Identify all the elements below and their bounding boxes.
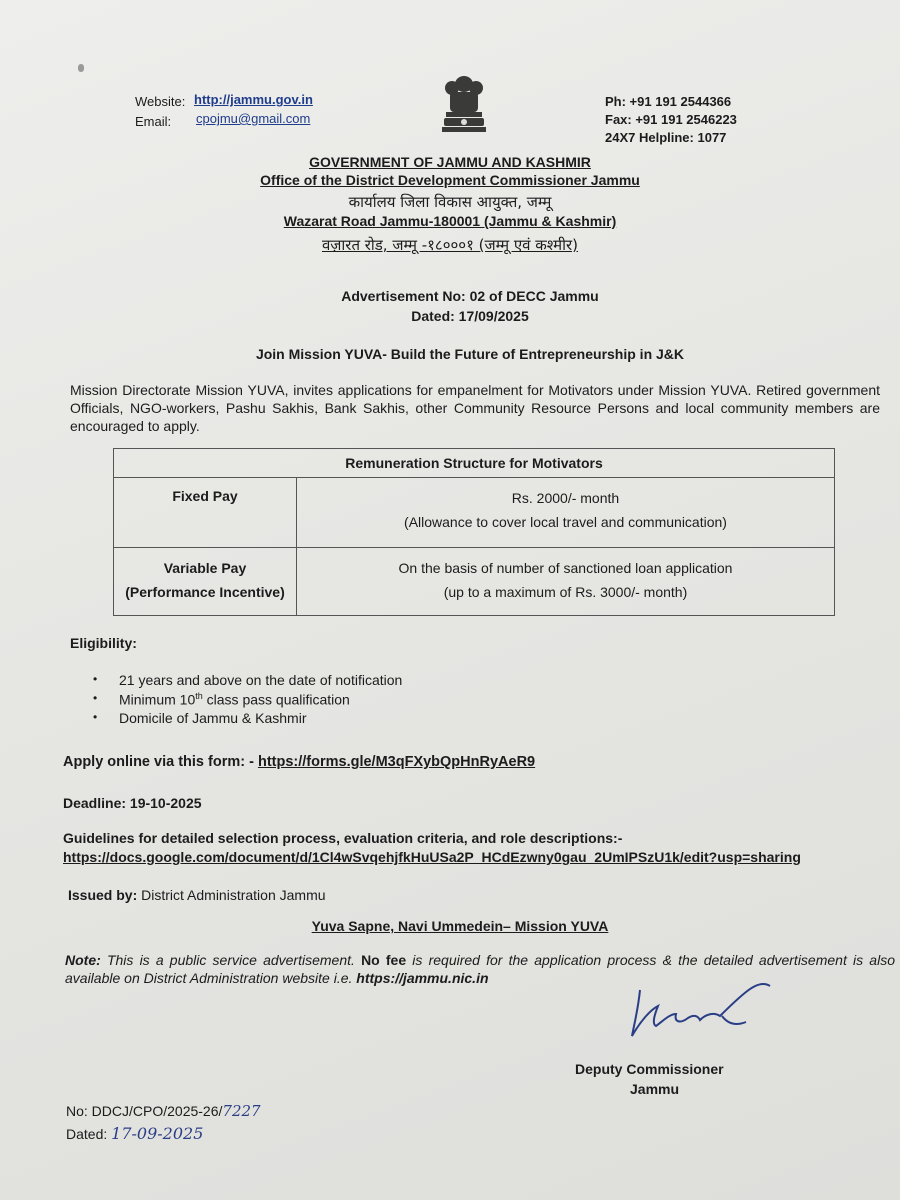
advertisement-number: Advertisement No: 02 of DECC Jammu	[341, 288, 599, 304]
office-heading-hindi: कार्यालय जिला विकास आयुक्त, जम्मू	[348, 193, 552, 211]
deadline: Deadline: 19-10-2025	[63, 795, 202, 811]
table-cell-label	[114, 478, 297, 548]
note-paragraph: Note: This is a public service advertisement. No fee is required for the application process & the detailed advertisement is also available on District Administration website i.e. https://jammu.nic.in	[65, 952, 895, 986]
guidelines-label: Guidelines for detailed selection process, evaluation criteria, and role descriptions:-	[63, 830, 623, 846]
eligibility-list	[93, 672, 402, 729]
website-link[interactable]: http://jammu.gov.in	[194, 92, 313, 107]
apply-line	[63, 754, 535, 770]
signatory-title: Deputy Commissioner	[575, 1061, 724, 1077]
email-label: Email:	[135, 114, 172, 129]
advertisement-title: Join Mission YUVA- Build the Future of Entrepreneurship in J&K	[255, 346, 685, 362]
fax-number: Fax: +91 191 2546223	[605, 112, 737, 127]
list-item: • Domicile of Jammu & Kashmir	[93, 710, 402, 729]
variable-pay-label: Variable Pay	[163, 560, 247, 576]
fixed-pay-label: Fixed Pay	[172, 488, 238, 504]
remuneration-table	[113, 448, 835, 616]
reference-date: Dated: 17-09-2025	[66, 1124, 204, 1143]
table-cell-value	[297, 548, 835, 616]
reference-number: No: DDCJ/CPO/2025-26/7227	[66, 1102, 261, 1120]
variable-pay-basis: On the basis of number of sanctioned loan application	[398, 560, 733, 576]
table-row	[114, 548, 835, 616]
office-address-hindi: वज़ारत रोड, जम्मू -१८०००१ (जम्मू एवं कश्मीर)	[321, 236, 579, 254]
eligibility-heading: Eligibility:	[70, 635, 137, 651]
remuneration-table-title: Remuneration Structure for Motivators	[114, 449, 835, 478]
list-item: • 21 years and above on the date of notification	[93, 672, 402, 691]
mission-slogan: Yuva Sapne, Navi Ummedein– Mission YUVA	[311, 918, 609, 934]
staple-mark	[78, 64, 84, 72]
guidelines-link[interactable]: https://docs.google.com/document/d/1Cl4wSvqehjfkHuUSa2P_HCdEzwny0gau_2UmIPSzU1k/edit?usp=sharing	[63, 849, 801, 865]
website-label: Website:	[135, 94, 186, 109]
intro-paragraph: Mission Directorate Mission YUVA, invites applications for empanelment for Motivators under Mission YUVA. Retired government Officials, NGO-workers, Pashu Sakhis, Bank Sakhis, other Community Resource Persons and local community members are encouraged to apply.	[70, 382, 880, 434]
table-cell-label	[114, 548, 297, 616]
advertisement-date: Dated: 17/09/2025	[411, 308, 529, 324]
reference-number-handwritten: 7227	[222, 1102, 261, 1120]
helpline-number: 24X7 Helpline: 1077	[605, 130, 727, 145]
signature	[610, 970, 780, 1050]
issued-by: Issued by: District Administration Jammu	[68, 887, 326, 903]
variable-pay-cap: (up to a maximum of Rs. 3000/- month)	[443, 584, 688, 600]
fixed-pay-amount: Rs. 2000/- month	[511, 490, 620, 506]
list-item: • Minimum 10th class pass qualification	[93, 691, 402, 710]
fixed-pay-note: (Allowance to cover local travel and communication)	[404, 514, 727, 530]
apply-form-link[interactable]: https://forms.gle/M3qFXybQpHnRyAeR9	[257, 754, 536, 770]
variable-pay-sublabel: (Performance Incentive)	[125, 584, 285, 600]
apply-label: Apply online via this form: -	[63, 754, 258, 770]
office-address: Wazarat Road Jammu-180001 (Jammu & Kashmir)	[283, 213, 617, 229]
national-emblem-icon	[438, 70, 490, 134]
phone-number: Ph: +91 191 2544366	[605, 94, 732, 109]
table-row	[114, 478, 835, 548]
email-link[interactable]: cpojmu@gmail.com	[196, 111, 311, 126]
office-heading: Office of the District Development Commissioner Jammu	[260, 172, 640, 188]
district-website[interactable]: https://jammu.nic.in	[356, 970, 489, 986]
table-cell-value	[297, 478, 835, 548]
govt-heading: GOVERNMENT OF JAMMU AND KASHMIR	[309, 154, 591, 170]
note-label: Note:	[65, 952, 101, 968]
signatory-place: Jammu	[630, 1081, 680, 1097]
reference-date-handwritten: 17-09-2025	[111, 1124, 204, 1143]
